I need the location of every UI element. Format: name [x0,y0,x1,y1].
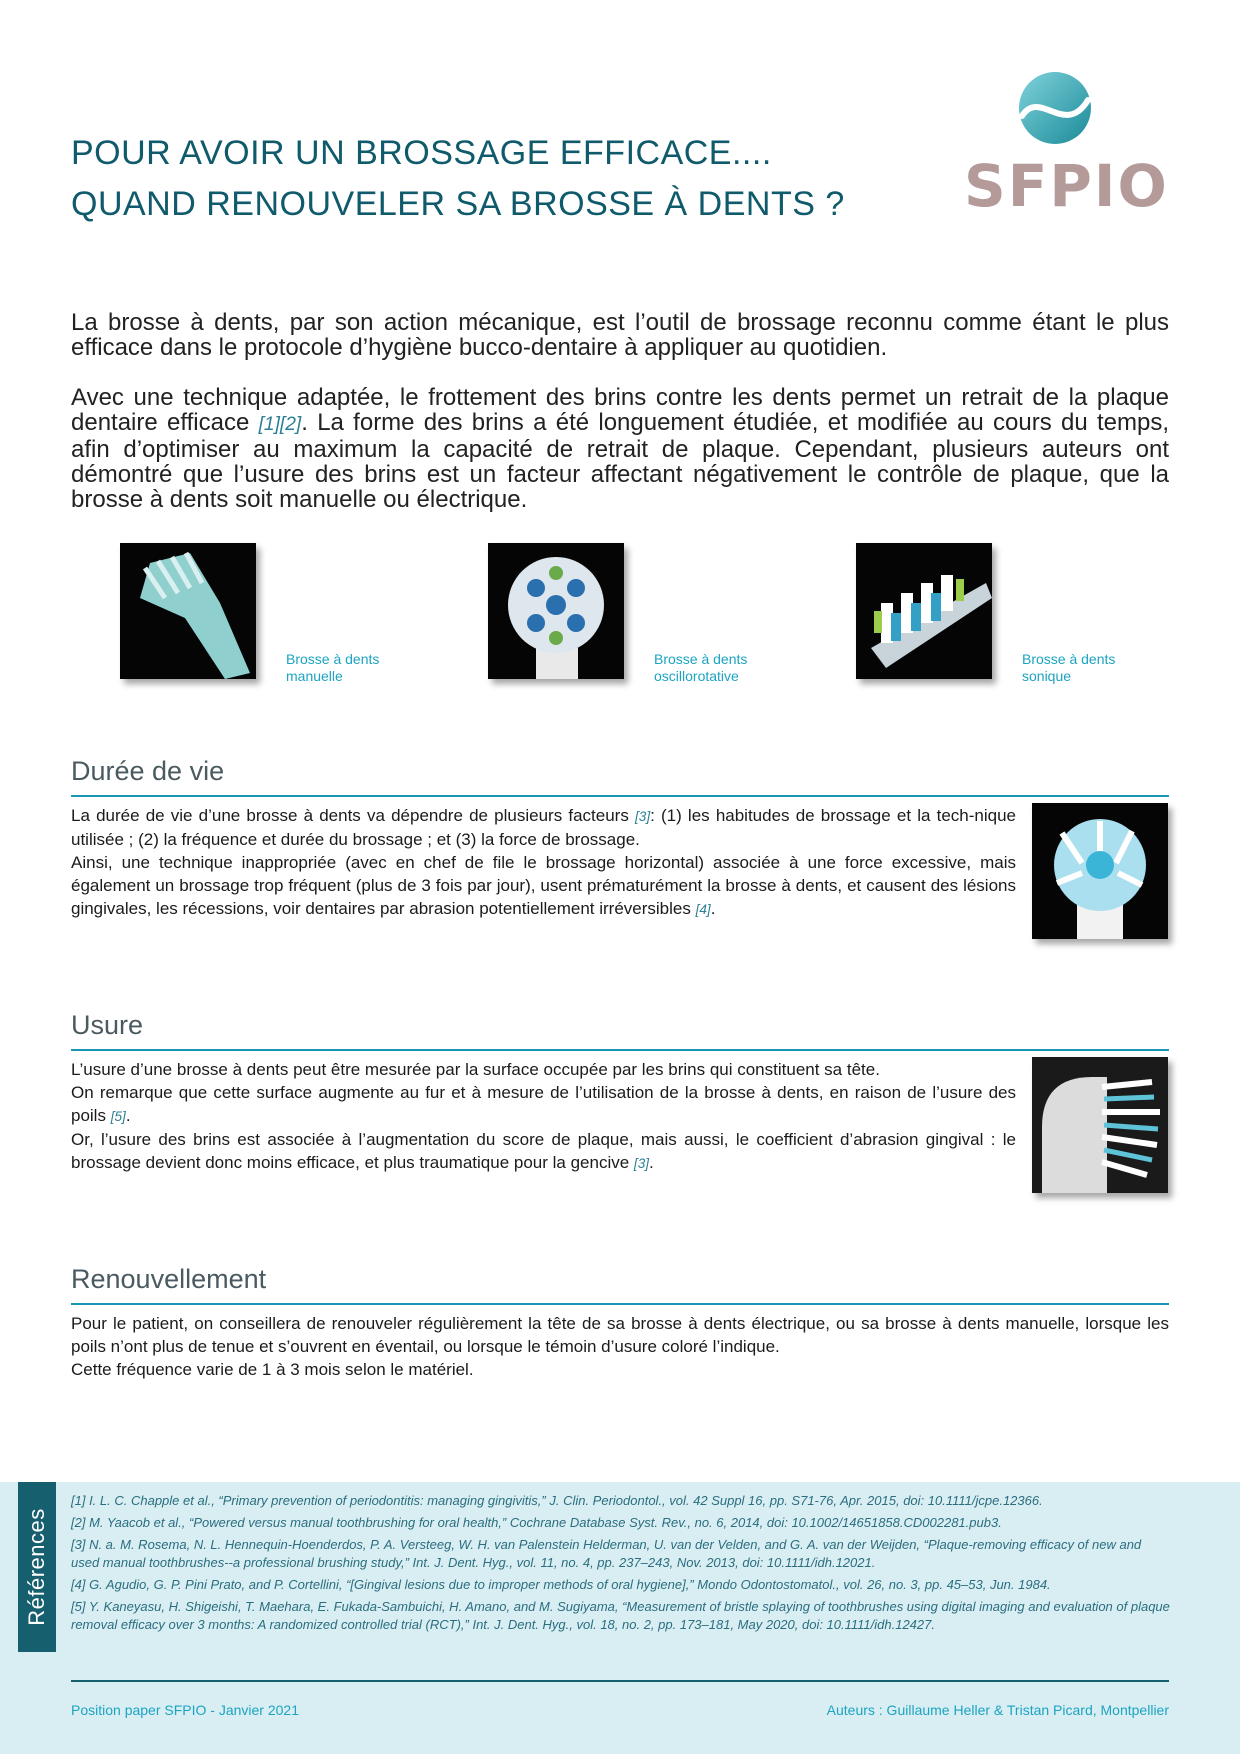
references-list [71,1492,1171,1638]
usure-paragraph-3 [71,1128,1016,1175]
sfpio-logo [960,68,1169,228]
text-b: : (1) les habitudes de brossage et la tech-nique utilisée ; (2) la fréquence et durée du brossage ; et (3) la force de brossage. [71,806,1016,849]
section-title-usure: Usure [71,1010,144,1040]
text-a: On remarque que cette surface augmente au fur et à mesure de l’utilisation de la brosse à dents, en raison de l’usure des poils [71,1083,1016,1125]
caption-line-1: Brosse à dents [1022,651,1116,667]
page-title [71,128,901,230]
caption-line-1: Brosse à dents [654,651,748,667]
text-b: . [649,1153,654,1172]
section-divider [71,1303,1169,1305]
reference-item: [1] I. L. C. Chapple et al., “Primary prevention of periodontitis: managing gingivitis,” J. Clin. Periodontol., vol. 42 Suppl 16, pp. S71-76, Apr. 2015, doi: 10.1111/jcpe.12366. [71,1493,1043,1508]
footer-left: Position paper SFPIO - Janvier 2021 [71,1702,300,1718]
duree-paragraph-1 [71,804,1016,851]
section-text-duree-de-vie [71,804,1016,921]
duree-paragraph-2 [71,851,1016,921]
reference-item: [3] N. a. M. Rosema, N. L. Hennequin-Hoenderdos, P. A. Versteeg, W. H. van Palenstein Helderman, U. van der Velden, and G. A. van der Weijden, “Plaque-removing efficacy of new and used manual toothbrushes--a professional brushing study,” Int. J. Dent. Hyg., vol. 11, no. 4, pp. 237–243, Nov. 2013, doi: 10.1111/idh.12021. [71,1537,1142,1570]
citation-3: [3] [634,809,651,824]
text-b: . [125,1106,131,1125]
intro-paragraph-2 [71,385,1169,512]
usure-paragraph-1: L’usure d’une brosse à dents peut être mesurée par la surface occupée par les brins qui constituent sa tête. [71,1060,880,1079]
references-label: Références [24,1508,49,1626]
citation-1-2: [1][2] [258,414,302,435]
intro-p2-text-b: . La forme des brins a été longuement étudiée, et modifiée au cours du temps, afin d’optimiser au maximum la capacité de retrait de plaque. Cependant, plusieurs auteurs ont démontré que l’usure des brins est un facteur affectant négativement le contrôle de plaque, que la brosse à dents soit manuelle ou électrique. [71,409,1170,513]
citation-3: [3] [633,1156,650,1171]
intro-p2-text-a: Avec une technique adaptée, le frottement des brins contre les dents permet un retrait de la plaque dentaire efficace [71,384,1169,436]
manual-brush-photo [120,543,256,679]
references-panel [0,1482,1240,1754]
electric-brush-head-photo [1032,1057,1168,1193]
section-title-renouvellement: Renouvellement [71,1264,267,1294]
logo-wave-icon [960,68,1150,158]
section-title-duree-de-vie: Durée de vie [71,756,225,786]
renouvellement-paragraph-2: Cette fréquence varie de 1 à 3 mois selon le matériel. [71,1360,474,1379]
section-divider [71,795,1169,797]
text-a: Or, l’usure des brins est associée à l’augmentation du score de plaque, mais aussi, le coefficient d’abrasion gingival : le brossage devient donc moins efficace, et plus traumatique pour la gencive [71,1130,1016,1172]
caption-line-2: oscillorotative [654,668,739,684]
text-b: . [710,899,716,918]
usure-paragraph-2 [71,1081,1016,1128]
reference-item: [2] M. Yaacob et al., “Powered versus manual toothbrushing for oral health,” Cochrane Database Syst. Rev., no. 6, 2014, doi: 10.1002/14651858.CD002281.pub3. [71,1515,1002,1530]
oscillorotative-brush-photo [488,543,624,679]
intro-paragraph-1: La brosse à dents, par son action mécanique, est l’outil de brossage reconnu comme étant le plus efficace dans le protocole d’hygiène bucco-dentaire à appliquer au quotidien. [71,309,1169,361]
sonic-brush-photo [856,543,992,679]
text-a: La durée de vie d’une brosse à dents va dépendre de plusieurs facteurs [71,806,635,825]
title-line-1: POUR AVOIR UN BROSSAGE EFFICACE.... [71,134,772,172]
caption-line-2: manuelle [286,668,343,684]
reference-item: [4] G. Agudio, G. P. Pini Prato, and P. Cortellini, “[Gingival lesions due to improper methods of oral hygiene],” Mondo Odontostomatol., vol. 26, no. 3, pp. 45–53, Jun. 1984. [71,1577,1051,1592]
caption-line-2: sonique [1022,668,1072,684]
caption-line-1: Brosse à dents [286,651,380,667]
references-tab [18,1482,56,1652]
manual-brush-caption [286,651,406,685]
section-text-renouvellement [71,1312,1169,1381]
logo-wordmark: SFPIO [964,152,1169,220]
section-divider [71,1049,1169,1051]
footer-right: Auteurs : Guillaume Heller & Tristan Picard, Montpellier [826,1702,1169,1718]
footer-divider [71,1680,1169,1682]
renouvellement-paragraph-1: Pour le patient, on conseillera de renouveler régulièrement la tête de sa brosse à dents électrique, ou sa brosse à dents manuelle, lorsque les poils n’ont plus de tenue et s’ouvrent en éventail, ou lorsque le témoin d’usure coloré l’indique. [71,1314,1169,1356]
reference-item: [5] Y. Kaneyasu, H. Shigeishi, T. Maehara, E. Fukada-Sambuichi, H. Amano, and M. Sugiyama, “Measurement of bristle splaying of toothbrushes using digital imaging and evaluation of plaque removal efficacy over 3 months: A randomized controlled trial (RCT),” Int. J. Dent. Hyg., vol. 18, no. 2, pp. 173–181, May 2020, doi: 10.1111/idh.12427. [71,1599,1170,1632]
text-a: Ainsi, une technique inappropriée (avec en chef de file le brossage horizontal) associée à une force excessive, mais également un brossage trop fréquent (plus de 3 fois par jour), usent prématurément la brosse à dents, et causent des lésions gingivales, les récessions, voir dentaires par abrasion potentiellement irréversibles [71,853,1016,918]
citation-4: [4] [695,902,711,917]
citation-5: [5] [110,1109,126,1124]
sonic-brush-caption [1022,651,1142,685]
worn-brush-head-photo [1032,803,1168,939]
title-line-2: QUAND RENOUVELER SA BROSSE À DENTS ? [71,185,845,223]
section-text-usure [71,1058,1016,1175]
oscillorotative-brush-caption [654,651,774,685]
